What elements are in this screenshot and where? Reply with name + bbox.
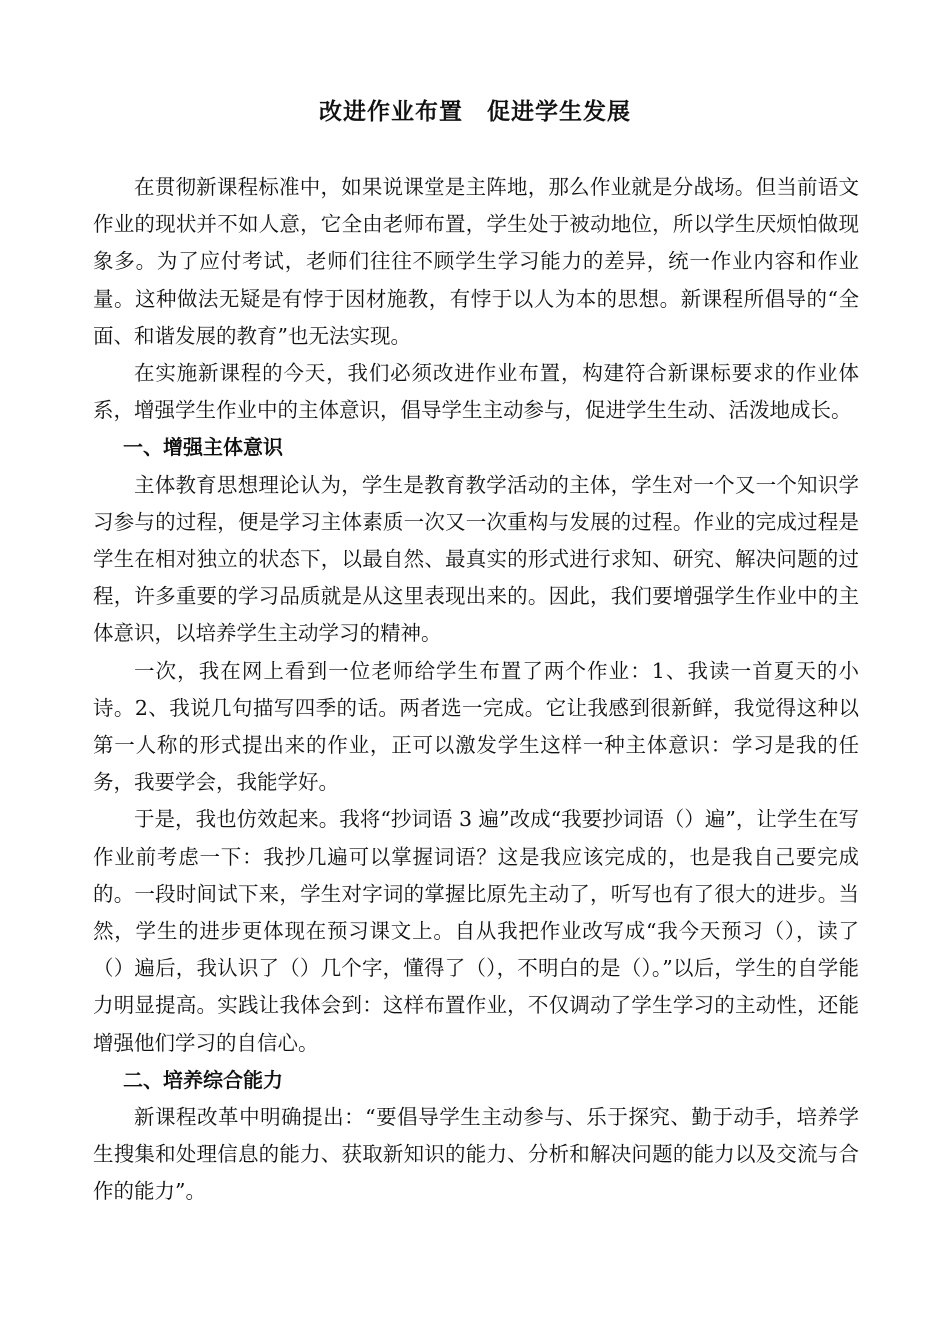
paragraph: 主体教育思想理论认为，学生是教育教学活动的主体，学生对一个又一个知识学习参与的过程，便是学习主体素质一次又一次重构与发展的过程。作业的完成过程是学生在相对独立的状态下，以最自然、最真实的形式进行求知、研究、解决问题的过程，许多重要的学习品质就是从这里表现出来的。因此，我们要增强学生作业中的主体意识，以培养学生主动学习的精神。 (93, 472, 859, 646)
paragraph: 于是，我也仿效起来。我将“抄词语 3 遍”改成“我要抄词语（）遍”，让学生在写作业前考虑一下：我抄几遍可以掌握词语？这是我应该完成的，也是我自己要完成的。一段时间试下来，学生对字词的掌握比原先主动了，听写也有了很大的进步。当然，学生的进步更体现在预习课文上。自从我把作业改写成“我今天预习（），读了（）遍后，我认识了（）几个字，懂得了（），不明白的是（）。”以后，学生的自学能力明显提高。实践让我体会到：这样布置作业，不仅调动了学生学习的主动性，还能增强他们学习的自信心。 (93, 807, 859, 1055)
document-title: 改进作业布置 促进学生发展 (319, 99, 631, 125)
document-body (93, 169, 859, 1211)
section-heading: 一、增强主体意识 (123, 435, 283, 460)
paragraph: 新课程改革中明确提出：“要倡导学生主动参与、乐于探究、勤于动手，培养学生搜集和处理信息的能力、获取新知识的能力、分析和解决问题的能力以及交流与合作的能力”。 (93, 1105, 859, 1204)
paragraph: 在贯彻新课程标准中，如果说课堂是主阵地，那么作业就是分战场。但当前语文作业的现状并不如人意，它全由老师布置，学生处于被动地位，所以学生厌烦怕做现象多。为了应付考试，老师们往往不顾学生学习能力的差异，统一作业内容和作业量。这种做法无疑是有悖于因材施教，有悖于以人为本的思想。新课程所倡导的“全面、和谐发展的教育”也无法实现。 (93, 175, 859, 348)
paragraph: 一次，我在网上看到一位老师给学生布置了两个作业：1、我读一首夏天的小诗。2、我说几句描写四季的话。两者选一完成。它让我感到很新鲜，我觉得这种以第一人称的形式提出来的作业，正可以激发学生这样一种主体意识：学习是我的任务，我要学会，我能学好。 (93, 658, 859, 795)
paragraph: 在实施新课程的今天，我们必须改进作业布置，构建符合新课标要求的作业体系，增强学生作业中的主体意识，倡导学生主动参与，促进学生生动、活泼地成长。 (93, 361, 859, 423)
section-heading: 二、培养综合能力 (123, 1067, 283, 1092)
